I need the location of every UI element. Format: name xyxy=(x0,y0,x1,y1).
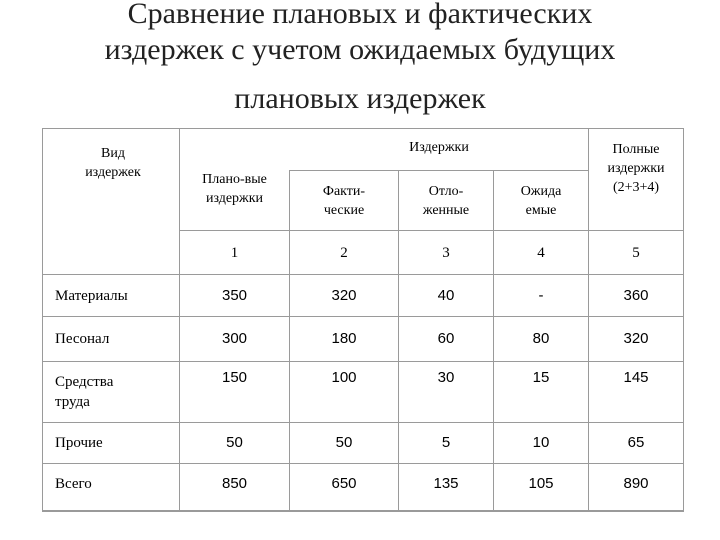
table-cell: 320 xyxy=(623,330,649,347)
table-cell: 65 xyxy=(627,434,645,451)
header-total-text: Полные издержки (2+3+4) xyxy=(607,141,665,195)
column-number: 3 xyxy=(442,244,450,261)
table-cell: 50 xyxy=(226,434,243,451)
table-cell: 100 xyxy=(331,369,357,386)
header-deferred xyxy=(399,171,493,231)
table-cell: 60 xyxy=(437,330,455,347)
table-cell: 105 xyxy=(528,475,554,492)
title-line-2: издержек с учетом ожидаемых будущих xyxy=(104,33,616,66)
table-cell: 50 xyxy=(335,434,353,451)
header-planned xyxy=(180,147,289,231)
table-cell: 890 xyxy=(623,475,649,492)
table-cell: 30 xyxy=(437,369,455,386)
table-row-label: Материалы xyxy=(55,287,128,304)
table-row-label xyxy=(43,362,179,422)
title-line-1: Сравнение плановых и фактических xyxy=(127,0,593,30)
table-row-label: Всего xyxy=(55,476,92,492)
table-cell: 15 xyxy=(532,369,550,386)
table-cell: 10 xyxy=(532,434,550,451)
column-number: 2 xyxy=(340,244,348,261)
table-cell: 135 xyxy=(433,475,459,492)
table-cell: 300 xyxy=(221,330,248,347)
table-cell: 40 xyxy=(437,286,455,304)
column-number: 4 xyxy=(537,244,545,261)
header-actual-text: Факти-ческие xyxy=(322,184,366,218)
table-cell: 360 xyxy=(623,286,649,304)
table-cell: 80 xyxy=(532,330,550,347)
table-cell: 850 xyxy=(221,475,248,492)
table-cell: - xyxy=(538,286,544,304)
header-total xyxy=(589,129,683,207)
table-cell: 650 xyxy=(331,475,357,492)
table-cell: 180 xyxy=(331,330,357,347)
header-planned-text: Плано-вые издержки xyxy=(202,172,267,206)
header-actual xyxy=(290,171,398,231)
table-row-label: Прочие xyxy=(55,435,103,451)
table-cell: 5 xyxy=(441,434,451,451)
column-number: 5 xyxy=(632,244,640,261)
column-number: 1 xyxy=(230,244,239,261)
header-kind-text: Вид издержек xyxy=(85,146,141,180)
header-deferred-text: Отло-женные xyxy=(422,184,470,218)
table-cell: 320 xyxy=(331,286,357,304)
table-cell: 150 xyxy=(221,369,248,386)
header-expected-text: Ожида емые xyxy=(520,184,562,218)
header-kind xyxy=(53,141,173,185)
header-costs-group: Издержки xyxy=(409,139,469,155)
table-cell: 145 xyxy=(623,369,649,386)
table-row-label-text: Средства труда xyxy=(55,374,114,410)
title-line-3: плановых издержек xyxy=(234,82,486,115)
header-expected xyxy=(494,171,588,231)
cost-comparison-table xyxy=(42,128,684,512)
table-cell: 350 xyxy=(221,286,248,304)
table-row-label: Песонал xyxy=(55,331,110,347)
